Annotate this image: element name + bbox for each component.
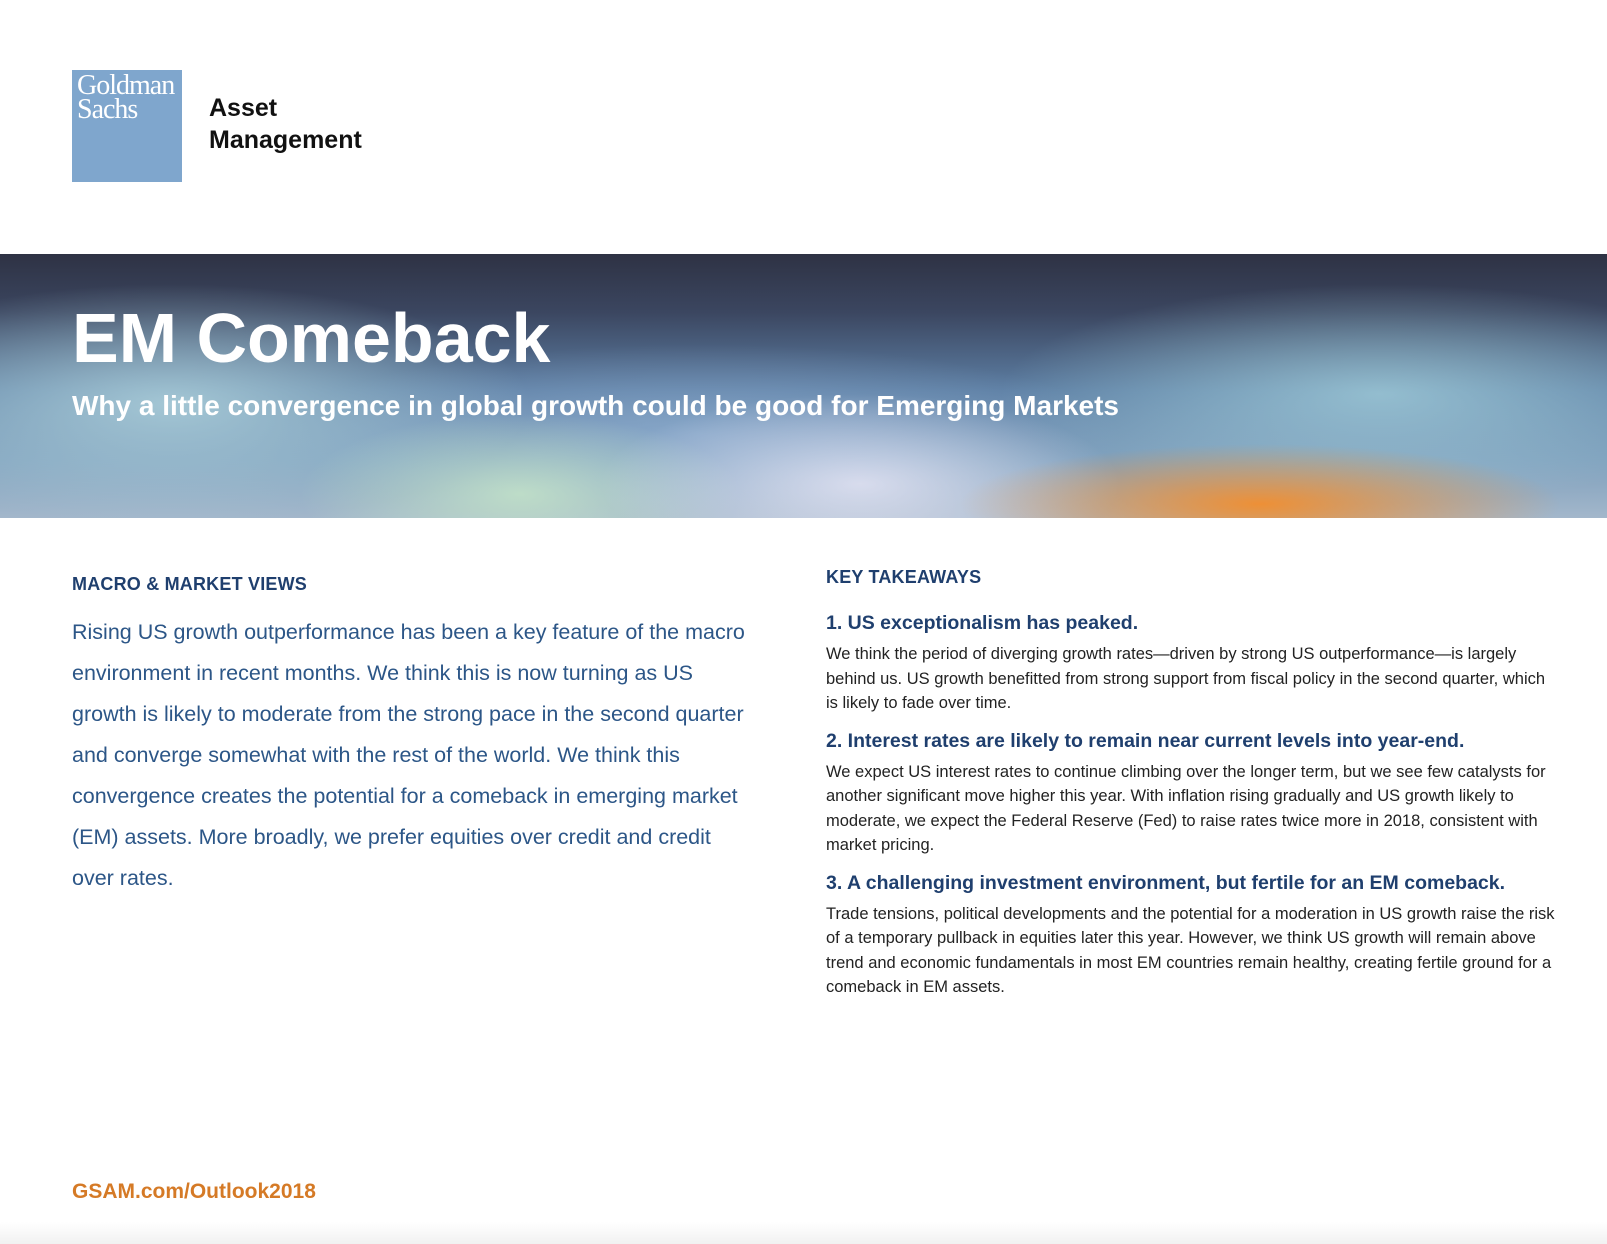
takeaway-item [826,870,1556,1000]
goldman-sachs-logo [72,70,182,182]
takeaway-body: Trade tensions, political developments and the potential for a moderation in US growth raise the risk of a temporary pullback in equities later this year. However, we think US growth will remain above trend and economic fundamentals in most EM countries remain healthy, creating fertile ground for a comeback in EM assets. [826,904,1555,996]
bottom-strip [0,1222,1607,1244]
macro-section-heading: MACRO & MARKET VIEWS [72,574,307,594]
takeaway-item [826,728,1556,858]
logo-line-2: Sachs [77,94,138,125]
outlook-link[interactable]: GSAM.com/Outlook2018 [72,1180,316,1203]
logo-line-1: Goldman [77,70,175,101]
hero-banner [0,254,1607,518]
page-title: EM Comeback [72,299,551,377]
takeaway-title: 3. A challenging investment environment, but fertile for an EM comeback. [826,871,1506,894]
logo-wordmark [77,70,175,125]
page-subtitle: Why a little convergence in global growth could be good for Emerging Markets [72,390,1120,421]
brand-line-2: Management [209,126,362,154]
takeaway-title: 1. US exceptionalism has peaked. [826,612,1139,634]
brand-line-1: Asset [209,94,278,122]
takeaway-body: We expect US interest rates to continue climbing over the longer term, but we see few catalysts for another significant move higher this year. With inflation rising gradually and US growth likely to moderate, we expect the Federal Reserve (Fed) to raise rates twice more in 2018, consistent with market pricing. [826,762,1546,854]
takeaway-item [826,610,1556,716]
brand-name [209,92,362,156]
macro-body-text: Rising US growth outperformance has been a key feature of the macro environment in recent months. We think this is now turning as US growth is likely to moderate from the strong pace in the second quarter and converge somewhat with the rest of the world. We think this convergence creates the potential for a comeback in emerging market (EM) assets. More broadly, we prefer equities over credit and credit over rates. [72,620,745,890]
takeaways-list [826,610,1556,1012]
takeaways-section-heading: KEY TAKEAWAYS [826,567,982,587]
takeaway-body: We think the period of diverging growth rates—driven by strong US outperformance—is largely behind us. US growth benefitted from strong support from fiscal policy in the second quarter, which is likely to fade over time. [826,645,1546,712]
takeaway-title: 2. Interest rates are likely to remain near current levels into year-end. [826,729,1465,752]
